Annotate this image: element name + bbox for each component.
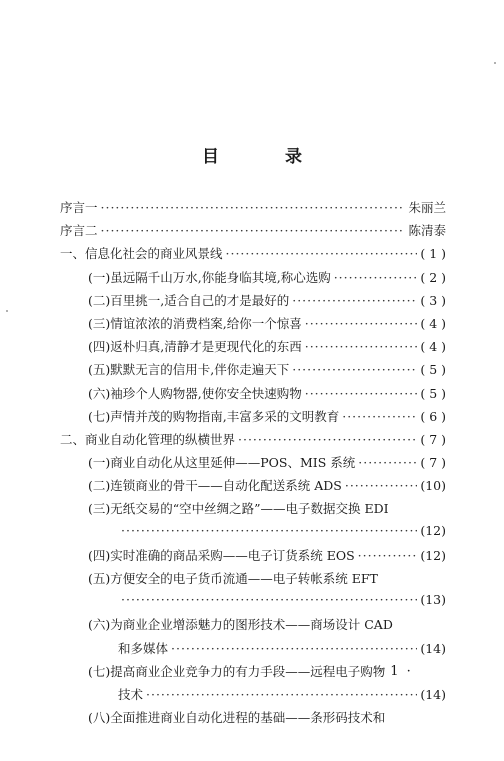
toc-entry-page: ( 6 ) bbox=[420, 408, 446, 424]
toc-entry bbox=[60, 407, 446, 430]
toc-entry bbox=[60, 592, 446, 615]
toc-entry-page: ( 5 ) bbox=[420, 362, 446, 378]
toc-entry-title: 技术 bbox=[118, 686, 144, 702]
toc-entry-page: ( 4 ) bbox=[420, 339, 446, 355]
dot-leader bbox=[101, 200, 406, 215]
toc-entry bbox=[60, 198, 446, 221]
toc-entry-title: 序言一 bbox=[60, 200, 98, 215]
toc-entry-title: 序言二 bbox=[60, 223, 98, 239]
toc-entry-title: (二)百里挑一,适合自己的才是最好的 bbox=[88, 292, 290, 308]
toc-entry-page: (12) bbox=[420, 522, 446, 538]
toc-entry-title: (七)提高商业企业竞争力的有力手段——远程电子购物 bbox=[88, 663, 386, 679]
dot-leader bbox=[358, 455, 417, 470]
dot-leader bbox=[226, 246, 418, 261]
table-of-contents bbox=[60, 198, 446, 731]
toc-entry bbox=[60, 476, 446, 499]
toc-entry bbox=[60, 268, 446, 291]
toc-entry bbox=[60, 453, 446, 476]
dot-leader bbox=[146, 687, 417, 702]
dot-leader bbox=[305, 316, 418, 331]
toc-entry-title: (六)袖珍个人购物器,使你安全快速购物 bbox=[88, 385, 302, 401]
toc-entry bbox=[60, 546, 446, 569]
toc-entry-title: (三)无纸交易的“空中丝绸之路”——电子数据交换 EDI bbox=[88, 501, 389, 517]
toc-entry-page: 朱丽兰 bbox=[408, 200, 446, 215]
dot-leader bbox=[334, 270, 418, 285]
dot-leader bbox=[292, 362, 417, 377]
toc-entry-title: 一、信息化社会的商业风景线 bbox=[60, 246, 223, 262]
toc-entry-page: ( 7 ) bbox=[420, 455, 446, 471]
toc-entry-title: (三)情谊浓浓的消费档案,给你一个惊喜 bbox=[88, 315, 302, 331]
dot-leader bbox=[305, 339, 418, 354]
toc-entry-page: (12) bbox=[420, 547, 446, 563]
toc-entry-title: (一)商业自动化从这里延伸——POS、MIS 系统 bbox=[88, 455, 356, 471]
dot-leader bbox=[101, 223, 406, 238]
toc-entry-page: (10) bbox=[420, 478, 446, 494]
dot-leader bbox=[358, 548, 418, 563]
toc-entry-title: (六)为商业企业增添魅力的图形技术——商场设计 CAD bbox=[88, 617, 393, 633]
toc-entry-title: 和多媒体 bbox=[118, 640, 169, 656]
toc-entry-title: (八)全面推进商业自动化进程的基础——条形码技术和 bbox=[88, 710, 386, 726]
toc-entry-page: 陈清泰 bbox=[408, 223, 446, 239]
toc-entry-page: (13) bbox=[420, 592, 446, 608]
dot-leader bbox=[342, 409, 417, 424]
toc-entry-page: ( 5 ) bbox=[420, 385, 446, 401]
toc-entry bbox=[60, 615, 446, 638]
page-title: 目 录 bbox=[202, 147, 332, 167]
toc-entry bbox=[60, 639, 446, 662]
toc-entry bbox=[60, 244, 446, 267]
toc-entry-title: (四)实时准确的商品采购——电子订货系统 EOS bbox=[88, 547, 355, 563]
toc-entry bbox=[60, 685, 446, 708]
toc-entry-title: (二)连锁商业的骨干——自动化配送系统 ADS bbox=[88, 478, 342, 494]
toc-entry bbox=[60, 291, 446, 314]
toc-entry-title: (一)虽远隔千山万水,你能身临其境,称心选购 bbox=[88, 269, 331, 285]
dot-leader bbox=[345, 478, 417, 493]
toc-entry-page: ( 3 ) bbox=[420, 292, 446, 308]
dot-leader bbox=[305, 386, 418, 401]
toc-entry-title: 二、商业自动化管理的纵横世界 bbox=[60, 431, 236, 447]
toc-entry-page: ( 7 ) bbox=[420, 431, 446, 447]
toc-entry bbox=[60, 337, 446, 360]
toc-entry bbox=[60, 360, 446, 383]
toc-entry-page: ( 1 ) bbox=[420, 246, 446, 262]
toc-entry-page: (14) bbox=[420, 640, 446, 656]
toc-entry-page: ( 2 ) bbox=[420, 269, 446, 285]
toc-entry-title: (五)方便安全的电子货币流通——电子转帐系统 EFT bbox=[88, 571, 378, 586]
dot-leader bbox=[238, 432, 417, 447]
toc-entry bbox=[60, 708, 446, 731]
toc-entry-title: (七)声情并茂的购物指南,丰富多采的文明教育 bbox=[88, 408, 340, 424]
toc-entry bbox=[60, 499, 446, 522]
toc-entry-title: (五)默默无言的信用卡,伴你走遍天下 bbox=[88, 362, 290, 378]
dot-leader bbox=[292, 293, 417, 308]
toc-entry bbox=[60, 523, 446, 546]
toc-entry bbox=[60, 221, 446, 244]
scan-speck bbox=[494, 62, 496, 64]
toc-entry-title: (四)返朴归真,清静才是更现代化的东西 bbox=[88, 339, 302, 355]
dot-leader bbox=[121, 592, 417, 607]
toc-entry bbox=[60, 569, 446, 592]
page-number: · 1 · bbox=[378, 664, 413, 679]
toc-entry-page: ( 4 ) bbox=[420, 315, 446, 331]
dot-leader bbox=[121, 523, 417, 538]
scan-speck bbox=[6, 310, 8, 312]
dot-leader bbox=[171, 641, 417, 656]
toc-entry bbox=[60, 314, 446, 337]
toc-entry-page: (14) bbox=[420, 686, 446, 702]
toc-entry bbox=[60, 384, 446, 407]
toc-entry bbox=[60, 430, 446, 453]
